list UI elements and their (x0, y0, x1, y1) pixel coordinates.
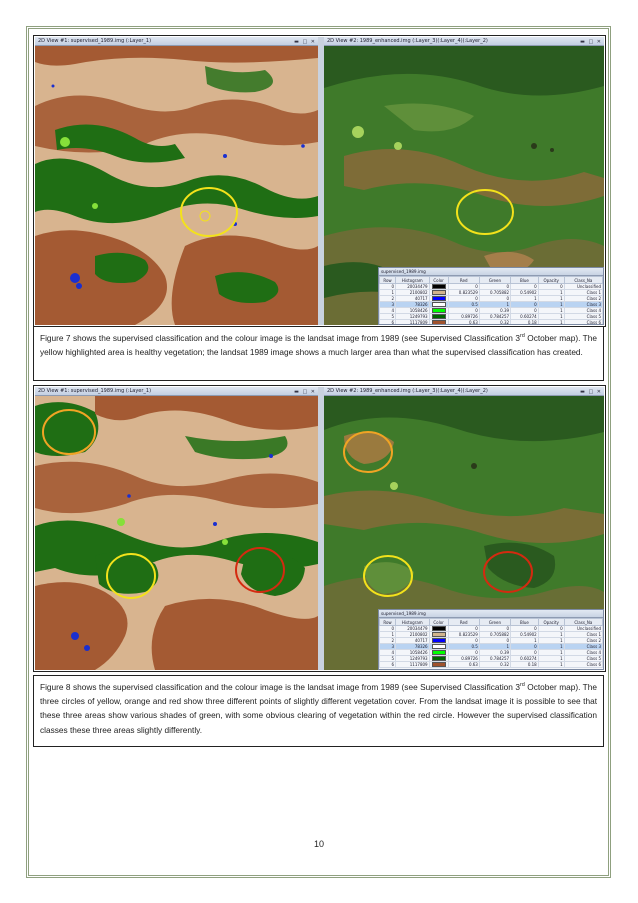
landsat-view-title: 2D View #2: 1989_enhanced.img (:Layer_3)(:Layer_4)(:Layer_2) ▬ □ ✕ (324, 387, 604, 396)
classification-map (35, 396, 318, 670)
table-row[interactable]: 5 1249793 0.89726 0.784257 0.60274 1 Class 5 (380, 656, 603, 662)
attribute-table-title: supervised_1989.img (379, 268, 603, 276)
color-swatch (432, 638, 446, 643)
attribute-table-window[interactable] (378, 609, 604, 670)
classification-view-title: 2D View #1: supervised_1989.img (:Layer_1) ▬ □ ✕ (35, 387, 318, 396)
col-row[interactable]: Row (380, 277, 396, 284)
color-swatch (432, 302, 446, 307)
table-row[interactable]: 2 40717 0 0 1 1 Class 2 (380, 638, 603, 644)
color-swatch (432, 296, 446, 301)
landsat-view-panel[interactable] (324, 387, 604, 670)
table-row[interactable]: 3 78326 0.5 1 0 1 Class 3 (380, 302, 603, 308)
col-blue[interactable]: Blue (511, 619, 539, 626)
figure-7-caption: Figure 7 shows the supervised classification and the colour image is the landsat image from 1989 (see Supervised Classification 3rd October map). The yellow highlighted area is healthy vegetation; the landsat 1989 image shows a much larger area than what the supervised classification has created. (33, 326, 604, 381)
table-row[interactable]: 0 20034479 0 0 0 0 Unclassified (380, 626, 603, 632)
col-histogram[interactable]: Histogram (396, 619, 430, 626)
color-swatch (432, 656, 446, 661)
col-histogram[interactable]: Histogram (396, 277, 430, 284)
col-class-name[interactable]: Class_Na (564, 619, 602, 626)
table-row[interactable]: 2 40717 0 0 1 1 Class 2 (380, 296, 603, 302)
color-swatch (432, 632, 446, 637)
color-swatch (432, 320, 446, 325)
color-swatch (432, 626, 446, 631)
attribute-table (379, 618, 603, 668)
col-opacity[interactable]: Opacity (538, 277, 564, 284)
window-controls-icon[interactable]: ▬ □ ✕ (580, 39, 602, 45)
color-swatch (432, 650, 446, 655)
window-controls-icon[interactable]: ▬ □ ✕ (294, 389, 316, 395)
color-swatch (432, 314, 446, 319)
figure-7 (33, 35, 606, 327)
classification-view-panel[interactable] (35, 387, 318, 670)
color-swatch (432, 284, 446, 289)
window-controls-icon[interactable]: ▬ □ ✕ (294, 39, 316, 45)
table-row[interactable]: 5 1249793 0.89726 0.784257 0.60274 1 Class 5 (380, 314, 603, 320)
attribute-table (379, 276, 603, 325)
col-color[interactable]: Color (429, 277, 448, 284)
color-swatch (432, 662, 446, 667)
classification-view-title: 2D View #1: supervised_1989.img (:Layer_1) ▬ □ ✕ (35, 37, 318, 46)
col-red[interactable]: Red (448, 619, 479, 626)
col-red[interactable]: Red (448, 277, 479, 284)
col-opacity[interactable]: Opacity (538, 619, 564, 626)
col-row[interactable]: Row (380, 619, 396, 626)
landsat-view-panel[interactable] (324, 37, 604, 325)
table-row[interactable]: 4 1058426 0 0.39 0 1 Class 4 (380, 650, 603, 656)
table-row[interactable]: 1 2100802 0.823529 0.705882 0.54902 1 Class 1 (380, 632, 603, 638)
attribute-table-window[interactable] (378, 267, 604, 325)
color-swatch (432, 290, 446, 295)
figure-8-caption: Figure 8 shows the supervised classification and the colour image is the landsat image from 1989 (see Supervised Classification 3rd October map). The three circles of yellow, orange and red show three different points of slightly different vegetation cover. From the landsat image it is possible to see that these three areas show various shades of green, with some obvious clearing of vegetation within the red circle. However the supervised classification classes these three areas slightly differently. (33, 675, 604, 747)
figure-8 (33, 385, 606, 672)
col-class-name[interactable]: Class_Na (564, 277, 602, 284)
table-row[interactable]: 6 1117809 0.63 0.32 0.18 1 Class 6 (380, 662, 603, 668)
window-controls-icon[interactable]: ▬ □ ✕ (580, 389, 602, 395)
col-green[interactable]: Green (479, 619, 510, 626)
col-color[interactable]: Color (429, 619, 448, 626)
classification-view-panel[interactable] (35, 37, 318, 325)
table-row[interactable]: 0 20034479 0 0 0 0 Unclassified (380, 284, 603, 290)
attribute-table-title: supervised_1989.img (379, 610, 603, 618)
table-row[interactable]: 4 1058426 0 0.39 0 1 Class 4 (380, 308, 603, 314)
table-row[interactable]: 6 1117809 0.63 0.32 0.18 1 Class 6 (380, 320, 603, 326)
table-row[interactable]: 3 78326 0.5 1 0 1 Class 3 (380, 644, 603, 650)
color-swatch (432, 644, 446, 649)
page-number: 10 (313, 839, 324, 849)
col-green[interactable]: Green (479, 277, 510, 284)
classification-map (35, 46, 318, 325)
table-row[interactable]: 1 2100802 0.823529 0.705882 0.54902 1 Class 1 (380, 290, 603, 296)
landsat-view-title: 2D View #2: 1989_enhanced.img (:Layer_3)(:Layer_4)(:Layer_2) ▬ □ ✕ (324, 37, 604, 46)
col-blue[interactable]: Blue (511, 277, 539, 284)
color-swatch (432, 308, 446, 313)
